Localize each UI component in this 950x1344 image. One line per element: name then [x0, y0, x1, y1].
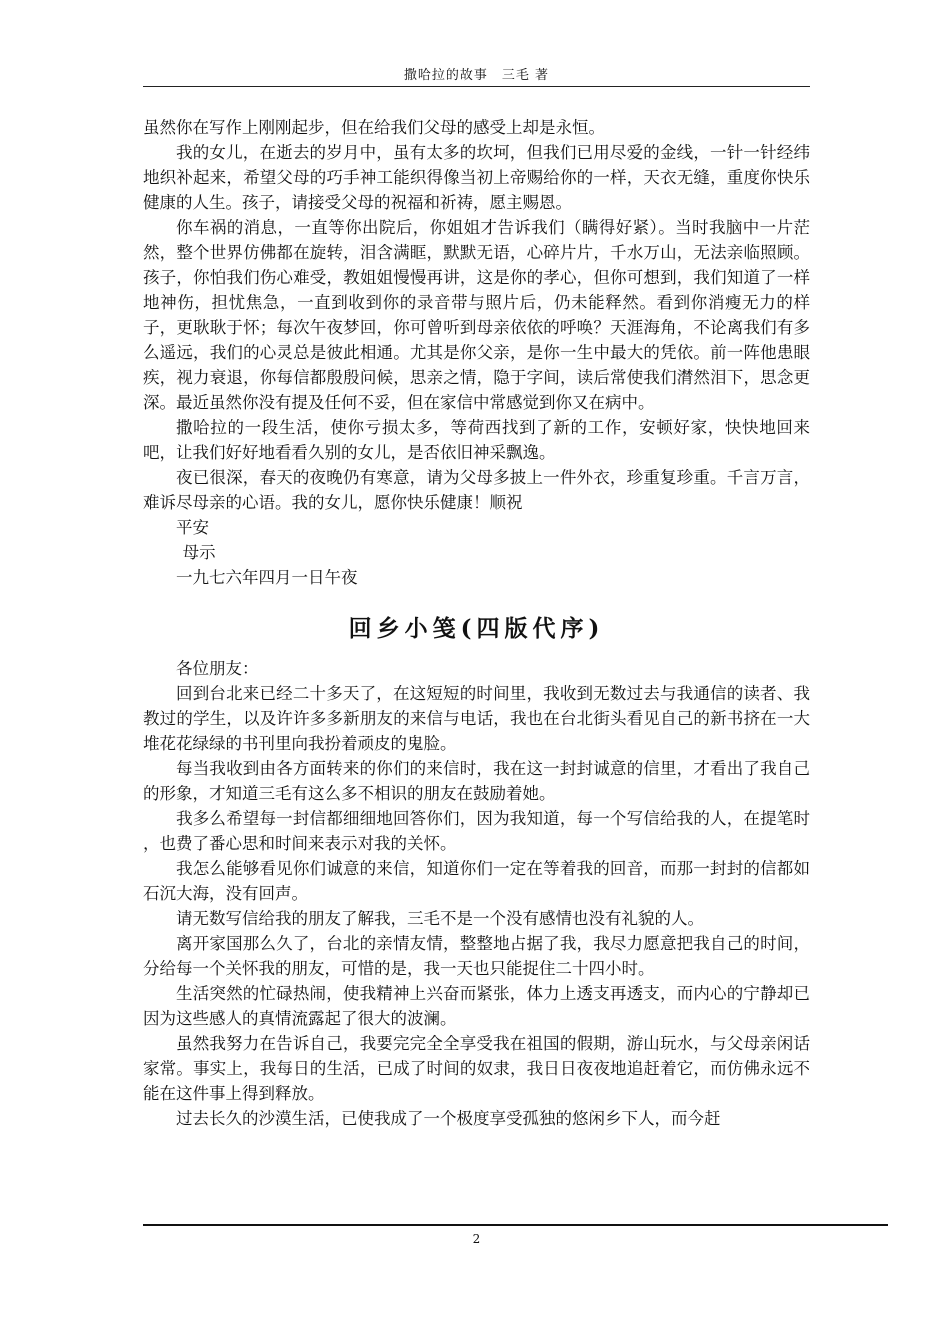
section-paragraph: 回到台北来已经二十多天了，在这短短的时间里，我收到无数过去与我通信的读者、我 教过的学生，以及许许多多新朋友的来信与电话，我也在台北街头看见自己的新书挤在一大 堆花花绿绿的书刊里向我扮着顽皮的鬼脸。	[143, 684, 810, 753]
running-header: 撒哈拉的故事 三毛 著	[403, 68, 550, 83]
section-paragraph: 我怎么能够看见你们诚意的来信，知道你们一定在等着我的回音，而那一封封的信都如 石沉大海，没有回声。	[143, 859, 810, 903]
section-paragraph: 每当我收到由各方面转来的你们的来信时，我在这一封封诚意的信里，才看出了我自己 的形象，才知道三毛有这么多不相识的朋友在鼓励着她。	[143, 759, 810, 803]
footer-rule	[143, 1224, 888, 1226]
page-number: 2	[472, 1232, 481, 1246]
letter-paragraph: 你车祸的消息，一直等你出院后，你姐姐才告诉我们（瞒得好紧）。当时我脑中一片茫然，整个世界仿佛都在旋转，泪含满眶，默默无语，心碎片片，千水万山，无法亲临照顾。 孩子，你怕我们伤心难受，教姐姐慢慢再讲，这是你的孝心，但你可想到，我们知道了一样 地神伤，担忧焦急，一直到收到你的录音带与照片后，仍未能释然。看到你消瘦无力的样子，更耿耿于怀；每次午夜梦回，你可曾听到母亲依依的呼唤？天涯海角，不论离我们有多么遥远，我们的心灵总是彼此相通。尤其是你父亲，是你一生中最大的凭依。前一阵他患眼疾，视力衰退，你每信都殷殷问候，思亲之情，隐于字间，读后常使我们潸然泪下，思念更深。最近虽然你没有提及任何不妥，但在家信中常感觉到你又在病中。	[143, 218, 810, 412]
header-rule	[143, 86, 810, 87]
letter-paragraph: 夜已很深，春天的夜晚仍有寒意，请为父母多披上一件外衣，珍重复珍重。千言万言， 难诉尽母亲的心语。我的女儿，愿你快乐健康！顺祝	[143, 468, 810, 512]
section-paragraph: 请无数写信给我的朋友了解我，三毛不是一个没有感情也没有礼貌的人。	[176, 909, 704, 928]
section-paragraph: 虽然我努力在告诉自己，我要完完全全享受我在祖国的假期，游山玩水，与父母亲闲话 家常。事实上，我每日的生活，已成了时间的奴隶，我日日夜夜地追赶着它，而仿佛永远不 能在这件事上得到释放。	[143, 1034, 810, 1103]
section-paragraph: 离开家国那么久了，台北的亲情友情，整整地占据了我，我尽力愿意把我自己的时间， 分给每一个关怀我的朋友，可惜的是，我一天也只能捉住二十四小时。	[143, 934, 810, 978]
letter-closing: 平安	[176, 518, 209, 537]
letter-signature: 母示	[182, 543, 216, 562]
letter-paragraph: 撒哈拉的一段生活，使你亏损太多，等荷西找到了新的工作，安顿好家，快快地回来吧，让我们好好地看看久别的女儿，是否依旧神采飘逸。	[143, 418, 810, 462]
section-paragraph: 我多么希望每一封信都细细地回答你们，因为我知道，每一个写信给我的人，在提笔时 ，也费了番心思和时间来表示对我的关怀。	[143, 809, 810, 853]
letter-paragraph: 我的女儿，在逝去的岁月中，虽有太多的坎坷，但我们已用尽爱的金线，一针一针经纬 地织补起来，希望父母的巧手神工能织得像当初上帝赐给你的一样，天衣无缝，重度你快乐 健康的人生。孩子，请接受父母的祝福和祈祷，愿主赐恩。	[143, 143, 810, 212]
letter-paragraph: 虽然你在写作上刚刚起步，但在给我们父母的感受上却是永恒。	[143, 118, 605, 137]
section-title: 回乡小笺(四版代序)	[348, 615, 605, 642]
section-paragraph: 过去长久的沙漠生活，已使我成了一个极度享受孤独的悠闲乡下人，而今赶	[176, 1109, 721, 1128]
section-salutation: 各位朋友：	[176, 659, 259, 678]
section-paragraph: 生活突然的忙碌热闹，使我精神上兴奋而紧张，体力上透支再透支，而内心的宁静却已 因为这些感人的真情流露起了很大的波澜。	[143, 984, 810, 1028]
letter-date: 一九七六年四月一日午夜	[176, 568, 358, 587]
page-body	[143, 115, 810, 1131]
